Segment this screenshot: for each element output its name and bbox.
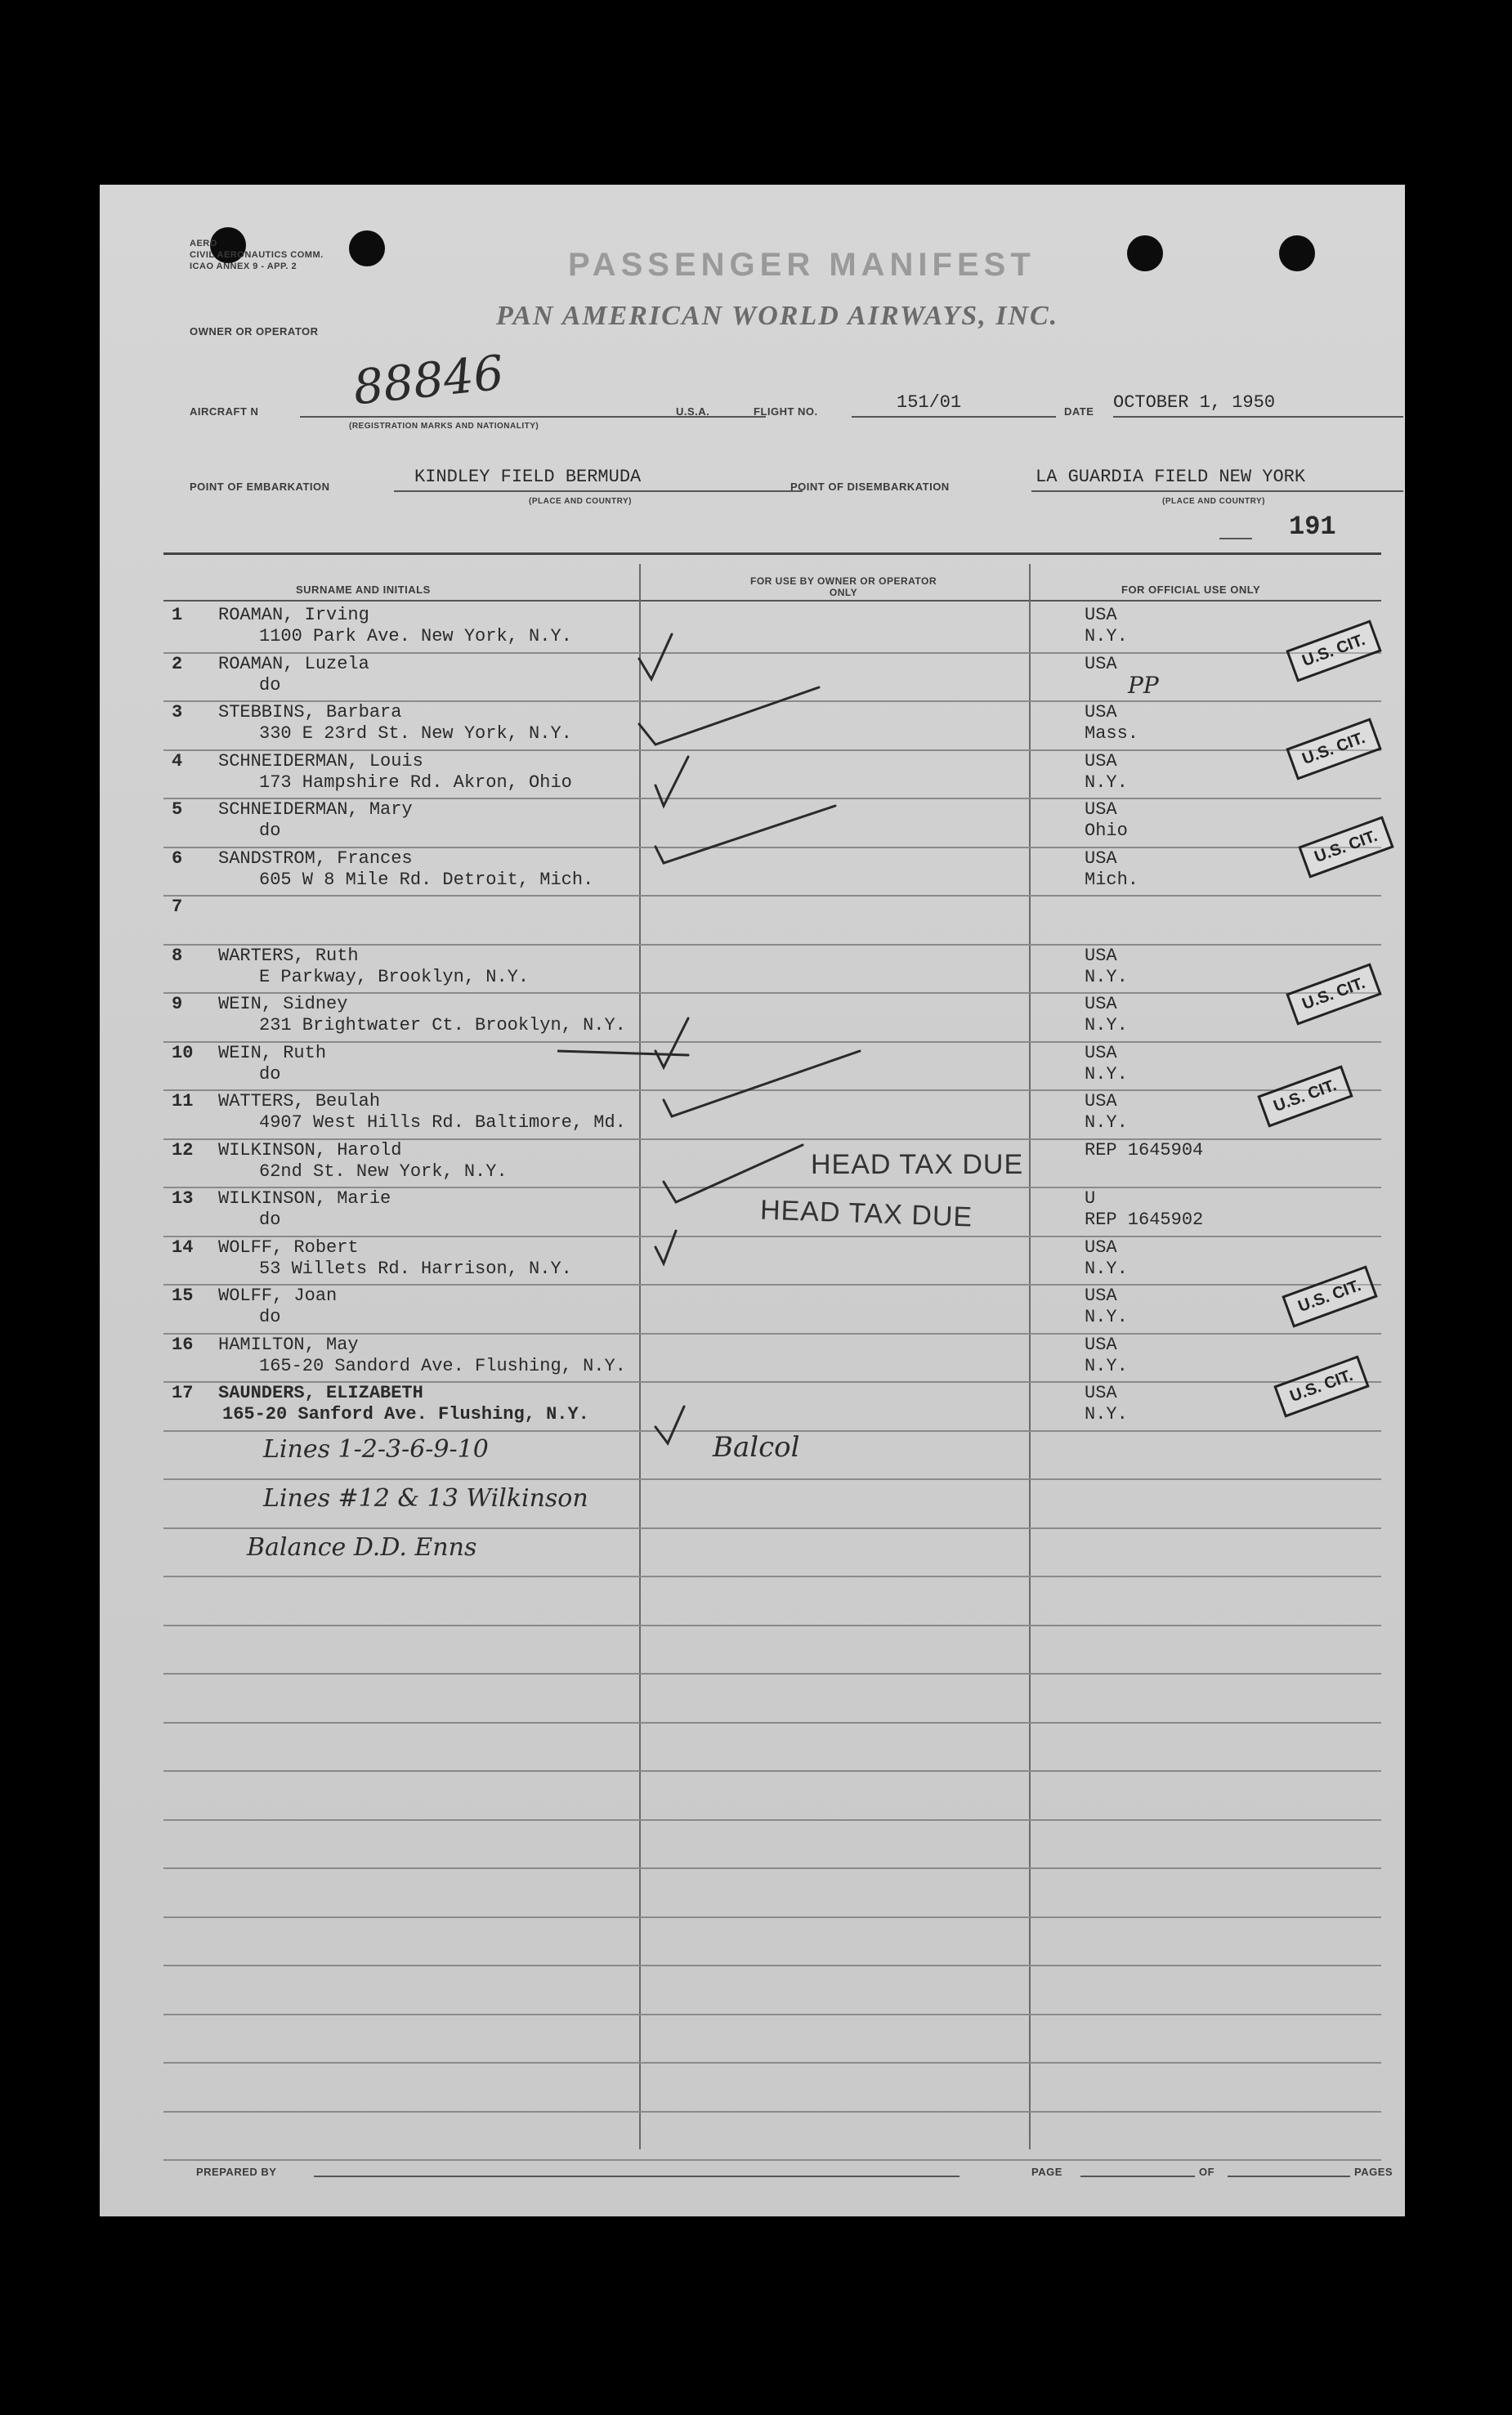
ruled-line — [163, 1576, 1381, 1577]
ruled-line — [163, 1819, 1381, 1821]
ruled-line — [163, 1625, 1381, 1626]
residence: Ohio — [1085, 821, 1128, 841]
residence: N.Y. — [1085, 771, 1128, 793]
embarkation-sub-label: (PLACE AND COUNTRY) — [529, 497, 632, 506]
passenger-name: STEBBINS, Barbara — [218, 702, 402, 722]
passenger-address: do — [259, 1307, 281, 1327]
embarkation-place: KINDLEY FIELD BERMUDA — [414, 467, 642, 487]
nationality: USA — [1085, 1091, 1117, 1111]
row-number: 13 — [172, 1188, 194, 1209]
column-header-official: FOR OFFICIAL USE ONLY — [1121, 584, 1261, 596]
nationality: USA — [1085, 945, 1117, 966]
us-citizen-stamp: U.S. CIT. — [1273, 1355, 1369, 1417]
ruled-line — [163, 1916, 1381, 1918]
passenger-name: SANDSTROM, Frances — [218, 847, 413, 869]
ruled-line — [163, 1867, 1381, 1869]
passenger-address: do — [259, 1210, 281, 1230]
residence: N.Y. — [1085, 1112, 1128, 1133]
passenger-name: SCHNEIDERMAN, Mary — [218, 799, 413, 820]
nationality: USA — [1085, 1042, 1117, 1063]
page-reference-number: 191 — [1289, 512, 1336, 542]
corner-line-2: CIVIL AERONAUTICS COMM. — [190, 250, 324, 260]
residence: N.Y. — [1085, 1015, 1128, 1035]
residence: N.Y. — [1085, 1355, 1128, 1376]
passenger-name: WEIN, Sidney — [218, 994, 348, 1014]
nationality: USA — [1085, 1237, 1117, 1258]
passenger-name: SCHNEIDERMAN, Louis — [218, 750, 423, 771]
ruled-line — [163, 1965, 1381, 1966]
residence: Mass. — [1085, 723, 1139, 744]
handwritten-pp: PP — [1128, 672, 1159, 699]
passenger-address: 62nd St. New York, N.Y. — [259, 1161, 508, 1182]
nationality: USA — [1085, 799, 1117, 820]
passenger-address: 53 Willets Rd. Harrison, N.Y. — [259, 1258, 572, 1279]
passenger-address: E Parkway, Brooklyn, N.Y. — [259, 966, 530, 987]
passenger-name: WARTERS, Ruth — [218, 945, 359, 966]
row-number: 6 — [172, 847, 183, 869]
ruled-line — [163, 1527, 1381, 1529]
head-tax-due-stamp: HEAD TAX DUE — [811, 1149, 1024, 1180]
head-tax-due-stamp: HEAD TAX DUE — [759, 1194, 973, 1233]
prepared-by-label: PREPARED BY — [196, 2166, 277, 2178]
operator-checkmarks — [557, 610, 901, 1509]
flight-number: 151/01 — [897, 392, 962, 413]
nationality: REP 1645904 — [1085, 1139, 1204, 1161]
passenger-name: ROAMAN, Irving — [218, 605, 369, 625]
residence: Mich. — [1085, 869, 1139, 890]
nationality: USA — [1085, 994, 1117, 1014]
date-label: DATE — [1064, 405, 1094, 418]
nationality: USA — [1085, 653, 1117, 674]
disembarkation-sub-label: (PLACE AND COUNTRY) — [1162, 497, 1265, 506]
row-number: 15 — [172, 1286, 194, 1306]
us-citizen-stamp: U.S. CIT. — [1286, 619, 1381, 682]
row-number: 10 — [172, 1042, 194, 1063]
passenger-name: HAMILTON, May — [218, 1334, 359, 1355]
row-number: 7 — [172, 897, 183, 917]
disembarkation-label: POINT OF DISEMBARKATION — [790, 481, 950, 493]
ruled-line — [163, 2111, 1381, 2113]
column-header-operator: FOR USE BY OWNER OR OPERATOR ONLY — [749, 575, 937, 598]
passenger-address: 165-20 Sanford Ave. Flushing, N.Y. — [222, 1404, 589, 1424]
ruled-line — [163, 2014, 1381, 2015]
nationality: USA — [1085, 1334, 1117, 1355]
flight-label: FLIGHT NO. — [754, 405, 818, 418]
ruled-line — [163, 1770, 1381, 1772]
handwritten-note-lines-12-13: Lines #12 & 13 Wilkinson — [263, 1484, 588, 1513]
punch-hole — [1127, 235, 1163, 271]
nationality: USA — [1085, 702, 1117, 722]
residence: N.Y. — [1085, 1404, 1128, 1424]
row-number: 2 — [172, 653, 183, 674]
usa-label: U.S.A. — [676, 405, 710, 418]
passenger-name: WATTERS, Beulah — [218, 1091, 381, 1111]
row-number: 1 — [172, 605, 183, 625]
handwritten-signature: Balcol — [713, 1431, 800, 1464]
of-label: OF — [1199, 2166, 1215, 2178]
passenger-name: SAUNDERS, ELIZABETH — [218, 1383, 423, 1403]
punch-hole — [1279, 235, 1315, 271]
punch-hole — [349, 230, 385, 266]
passenger-address: 165-20 Sandord Ave. Flushing, N.Y. — [259, 1355, 626, 1376]
us-citizen-stamp: U.S. CIT. — [1298, 816, 1393, 878]
disembarkation-place: LA GUARDIA FIELD NEW YORK — [1036, 467, 1306, 487]
residence: REP 1645902 — [1085, 1210, 1204, 1230]
row-number: 16 — [172, 1334, 194, 1355]
passenger-name: WOLFF, Joan — [218, 1286, 338, 1306]
ruled-line — [163, 2159, 1381, 2161]
us-citizen-stamp: U.S. CIT. — [1282, 1265, 1377, 1327]
page-label: PAGE — [1031, 2166, 1062, 2178]
aircraft-sub-label: (REGISTRATION MARKS AND NATIONALITY) — [349, 422, 539, 431]
flight-date: OCTOBER 1, 1950 — [1113, 392, 1276, 413]
embarkation-label: POINT OF EMBARKATION — [190, 481, 330, 493]
ruled-line — [163, 1673, 1381, 1675]
passenger-name: WOLFF, Robert — [218, 1237, 359, 1258]
nationality: USA — [1085, 750, 1117, 771]
us-citizen-stamp: U.S. CIT. — [1286, 718, 1381, 780]
passenger-address: 231 Brightwater Ct. Brooklyn, N.Y. — [259, 1015, 626, 1035]
row-number: 3 — [172, 702, 183, 722]
passenger-name: WILKINSON, Harold — [218, 1139, 402, 1161]
aircraft-number: 88846 — [350, 344, 507, 416]
nationality: USA — [1085, 1286, 1117, 1306]
us-citizen-stamp: U.S. CIT. — [1257, 1065, 1353, 1127]
page-title: PASSENGER MANIFEST — [568, 247, 1036, 283]
passenger-address: do — [259, 674, 281, 695]
ruled-line — [163, 2062, 1381, 2064]
aircraft-label: AIRCRAFT N — [190, 405, 259, 418]
nationality: USA — [1085, 605, 1117, 625]
residence: N.Y. — [1085, 966, 1128, 987]
manifest-sheet — [100, 185, 1405, 2216]
row-number: 17 — [172, 1383, 194, 1403]
nationality: USA — [1085, 847, 1117, 869]
corner-line-3: ICAO ANNEX 9 - APP. 2 — [190, 262, 297, 271]
passenger-address: 173 Hampshire Rd. Akron, Ohio — [259, 771, 572, 793]
passenger-name: WILKINSON, Marie — [218, 1188, 391, 1209]
us-citizen-stamp: U.S. CIT. — [1286, 963, 1381, 1025]
row-number: 5 — [172, 799, 183, 820]
passenger-address: do — [259, 821, 281, 841]
operator-name: PAN AMERICAN WORLD AIRWAYS, INC. — [496, 301, 1059, 331]
handwritten-note-lines: Lines 1-2-3-6-9-10 — [263, 1435, 489, 1464]
residence: N.Y. — [1085, 1258, 1128, 1279]
passenger-address: do — [259, 1063, 281, 1085]
ruled-line — [163, 1722, 1381, 1724]
residence: N.Y. — [1085, 1307, 1128, 1327]
passenger-address: 1100 Park Ave. New York, N.Y. — [259, 626, 572, 646]
nationality: U — [1085, 1188, 1096, 1209]
pages-label: PAGES — [1354, 2166, 1393, 2178]
row-number: 11 — [172, 1091, 194, 1111]
owner-label: OWNER OR OPERATOR — [190, 325, 319, 338]
row-number: 8 — [172, 945, 183, 966]
passenger-name: ROAMAN, Luzela — [218, 653, 369, 674]
passenger-name: WEIN, Ruth — [218, 1042, 327, 1063]
row-number: 12 — [172, 1139, 194, 1161]
row-number: 14 — [172, 1237, 194, 1258]
column-header-names: SURNAME AND INITIALS — [296, 584, 431, 596]
passenger-address: 330 E 23rd St. New York, N.Y. — [259, 723, 572, 744]
residence: N.Y. — [1085, 626, 1128, 646]
residence: N.Y. — [1085, 1063, 1128, 1085]
corner-line-1: AERO — [190, 239, 217, 248]
row-number: 4 — [172, 750, 183, 771]
row-number: 9 — [172, 994, 183, 1014]
passenger-address: 4907 West Hills Rd. Baltimore, Md. — [259, 1112, 626, 1133]
handwritten-note-balance: Balance D.D. Enns — [247, 1533, 477, 1562]
nationality: USA — [1085, 1383, 1117, 1403]
passenger-address: 605 W 8 Mile Rd. Detroit, Mich. — [259, 869, 594, 890]
